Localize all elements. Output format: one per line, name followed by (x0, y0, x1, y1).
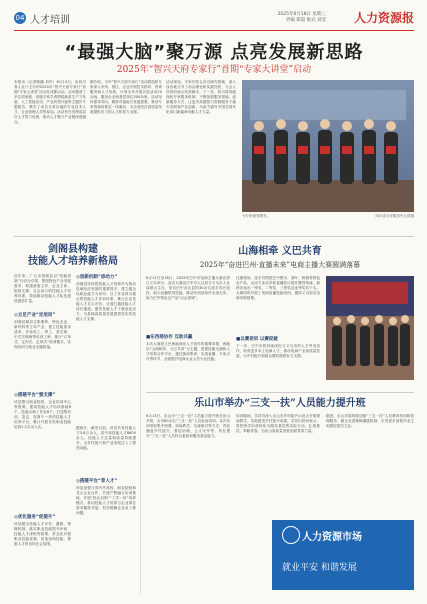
story-right-subhead-1: ■东西部协作 互助共赢 (146, 335, 193, 340)
issue-date (278, 12, 326, 23)
lead-photo (242, 80, 414, 212)
lead-article-col-3: 活动现场，专家们结合各自研究领域，深入浅出地分享了前沿理论和实践经验，与会人员纷纷表示收获颇丰。下一步，四川将持续深化专家服务机制，不断拓展服务领域，创新服务方式，让更多高端智力资源服务于地方发展和产业创新，为奋力谱写中国式现代化四川新篇章贡献人才力量。 (166, 80, 236, 114)
story-bottom-title: 乐山市举办“三支一扶”人员能力提升班 (194, 398, 366, 409)
story-right-photo (326, 276, 414, 380)
story-bottom-col-1: 6月13日，乐山市“三支一扶”人员能力提升班在乐山开班，全市60余名“三支一扶”人员参加培训。本次培训采取集中授课、现场教学、交流研讨等方式，内容涵盖乡村振兴、基层治理、公文写作等，旨在提升“三支一扶”人员综合素质和服务基层能力。 (146, 414, 230, 438)
story-middle-para-1: 剑阁县坚持把技能人才培养作为推动县域经济发展的重要抓手，建立健全以职业能力为导向、以工作业绩为重点的技能人才评价体系，推行企业技能人才自主评价，全面打通技能人才成长通道，激发技能人才干事创业活力，为县域高质量发展提供坚实的技能人才支撑。 (76, 282, 136, 321)
story-right-col-2: 比赛现场，选手们围绕巴中银耳、茶叶、核桃等特色农产品，运用专业话术和直播技巧展开激烈角逐，最终评选出一等奖、二等奖、三等奖及优秀奖若干名。大赛同时开展了电商直播技能培训，邀请义乌知名电商导师授课。 (236, 276, 320, 300)
story-right-subhead-2: ■以赛促训 以赛促就 (236, 337, 278, 342)
story-right-col-1b: 本次大赛是义巴两地深化人才协作的重要举措，两地以“山海相牵、义巴共育”为主题，搭建技能交流和人才培养合作平台，通过赛前集训、实战直播、专家点评等环节，全面提升电商从业人员专业技能。 (146, 342, 230, 361)
column-divider (140, 244, 141, 594)
story-divider (146, 392, 414, 393)
photo-credit: 四川省专家服务中心供图 (375, 214, 414, 218)
date-line-1: 2025年6月18日 星期三 (277, 12, 326, 17)
section-name: 人才培训 (30, 15, 70, 26)
story-bottom-col-2: 培训期间，学员们深入乐山市乡村振兴示范点开展现场教学，实地感受乡村振兴成果。学员们纷纷表示，将把所学所获转化为服务基层的实际行动，扎根基层、奉献青春，为乐山高质量发展贡献青春力量。 (236, 414, 320, 433)
story-right-col-2b: 下一步，巴中市将持续深化与义乌市的人才劳务协作，培育更多本土电商人才，推动电商产业高质量发展，为乡村振兴和群众增收提供有力支撑。 (236, 344, 320, 358)
story-left-title-line-1: 剑阁县构建 (48, 244, 98, 255)
story-left-para-3: 该县健全技能人才评价、激励、保障机制，落实职业技能提升补贴、技能人才津贴等政策，常态化开展职业技能竞赛，营造崇尚技能、尊重人才的良好社会氛围。 (14, 522, 71, 546)
page-header (14, 8, 414, 31)
story-middle-subhead-1: ◎创新机制“添动力” (76, 275, 118, 280)
masthead-logo: 人力资源报 (353, 11, 414, 25)
story-left-subhead-1: ◎立足产业“定培训” (14, 313, 56, 318)
story-left-para-2: 该县整合职业院校、企业培训中心等资源，建成技能人才培训基地8个、技能大师工作室6个，打造集培训、鉴定、竞赛于一体的技能人才培养平台，累计开展各类职业技能培训1.2万余人次。 (14, 400, 71, 429)
main-headline: “最强大脑”聚万源 点亮发展新思路 (64, 42, 364, 63)
banner-slogan: 就业平安 和谐发展 (282, 563, 357, 573)
lead-article-col-2: 据介绍，今年“智兴天府专家行”活动将组织专家深入市州、园区、企业开展技术指导、咨询服务和人才培养，计划全年开展各类活动20余场，服务企业和基层单位300余家。活动坚持需求导向，精准对接地方发展需要，推动专家资源向基层一线流动，为全省经济高质量发展提供有力的人才和智力支撑。 (90, 80, 162, 114)
story-left-para-1: 剑阁县紧扣文旅康养、特色农业、新材料等主导产业，建立技能需求清单，开设电工、焊工、茶艺师、中式烹调师等培训工种，推行“订单式、定向式、定岗式”培训模式，实现培训与就业无缝衔接。 (14, 320, 71, 349)
main-subheadline: 2025年“智兴天府专家行”首期“专家大讲堂”启动 (116, 65, 312, 75)
section-divider (14, 236, 414, 237)
story-left-subhead-3: ◎优化服务“促提升” (14, 515, 56, 520)
story-right-subtitle: 2025年“奋进巴州·直播未来”电商主播大赛圆满落幕 (199, 261, 361, 269)
story-left-title (14, 244, 132, 268)
story-left-subhead-2: ◎搭建平台“强支撑” (14, 393, 56, 398)
date-line-2: 责编 郑超 版式 刘莹 (285, 17, 326, 23)
lead-article-col-1: 本报讯（记者陈璐 刘丹）6月13日，由四川省人社厅主办的2025年“智兴天府专家行”首期“专家大讲堂”活动在成都启动。活动邀请了多位国家级、省级专家学者围绕新质生产力发展、人工智能应用、产业转型升级等主题作专题报告，吸引了来自全省各地的专业技术人才、企业管理人员等参加。活动旨在发挥高层次人才智力优势，推动人才链与产业链深度融合。 (14, 80, 86, 124)
page-number: 04 (15, 14, 25, 22)
hr-market-logo-icon (282, 526, 300, 544)
story-middle-para-2: 据统计，截至目前，该县共有技能人才3.8万余人，其中高技能人才8600余人，技能人才总量和质量持续提升，为乡村振兴和产业发展注入了强劲动能。 (76, 426, 136, 450)
hr-market-banner (272, 520, 414, 590)
story-right-title: 山海相牵 义巴共育 (238, 246, 322, 257)
story-bottom-col-3: 据悉，乐山市将持续加强“三支一扶”人员教育培训和管理服务，健全完善保障激励机制，引导更多高校毕业生到基层建功立业。 (326, 414, 414, 428)
photo-caption: 为专家颁发聘书。 (242, 214, 270, 218)
banner-title: 人力资源市场 (302, 532, 362, 543)
story-left-intro: 近年来，广元市剑阁县以“技能剑阁”行动为引领，围绕特色产业发展需求，构建政府主导、企业主体、院校支撑、社会参与的技能人才培养体系，持续推动技能人才队伍建设提质扩量。 (14, 274, 71, 303)
story-right-col-1: 6月12日至16日，2025年巴中市电商主播大赛在浙江义乌举行，此次大赛由巴中市人社局与义乌市人社局联合主办，来自巴中各区县的30余名选手同台竞技，展示直播带货技能，推动东西部协作走深走实，助力巴中特色农产品“出山进城”。 (146, 276, 230, 300)
story-left-title-line-2: 技能人才培养新格局 (28, 256, 118, 267)
story-middle-subhead-2: ◎搭建平台“育人才” (76, 479, 118, 484)
story-middle-para-3: 该县加强与省内外高校、职业院校和龙头企业合作，共建产教融合实训基地，开展“校企双制”“工学一体”培养模式，推动技能人才培养与企业岗位需求精准对接，有效缓解企业用工难问题。 (76, 486, 136, 515)
